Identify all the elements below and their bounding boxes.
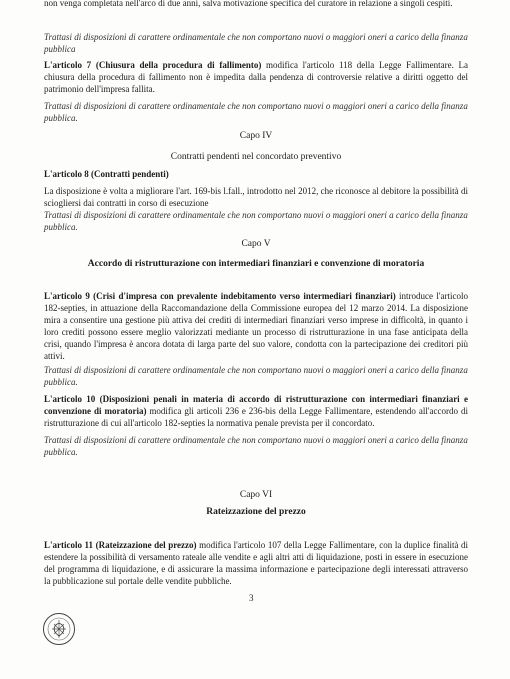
page-number: 3: [249, 593, 254, 603]
article-9-heading: L'articolo 9 (Crisi d'impresa con prevalente indebitamento verso intermediari finanziari): [44, 291, 396, 301]
article-10-paragraph: [44, 393, 468, 429]
article-8-heading: L'articolo 8 (Contratti pendenti): [44, 169, 169, 179]
capo-6-heading: Capo VI: [239, 490, 273, 500]
note-paragraph: Trattasi di disposizioni di carattere ordinamentale che non comportano nuovi o maggiori oneri a carico della finanza pubblica.: [44, 210, 468, 232]
article-11-heading: L'articolo 11 (Rateizzazione del prezzo): [44, 540, 197, 550]
note-paragraph: Trattasi di disposizioni di carattere ordinamentale che non comportano nuovi o maggiori oneri a carico della finanza pubblica: [44, 32, 468, 54]
article-9-paragraph: [44, 290, 468, 362]
article-8-text: La disposizione è volta a migliorare l'art. 169-bis l.fall., introdotto nel 2012, che riconosce al debitore la possibilità di sciogliersi dai contratti in corso di esecuzione: [44, 186, 468, 208]
article-11-text: modifica l'articolo 107 della Legge Fallimentare, con la duplice finalità di estendere la possibilità di versamento rateale alle vendite e agli altri atti di liquidazione, posti in essere in esecuzione del programma di liquidazione, e di assicurare la massima informazione e partecipazione degli interessati attraverso la pubblicazione sul portale delle vendite pubbliche.: [44, 540, 468, 586]
article-10-heading: L'articolo 10 (Disposizioni penali in materia di accordo di ristrutturazione con intermediari finanziari e convenzione di moratoria): [44, 394, 468, 416]
capo-4-heading: Capo IV: [239, 131, 273, 141]
article-10-text: modifica gli articoli 236 e 236-bis della Legge Fallimentare, estendendo all'accordo di ristrutturazione di cui all'articolo 182-septies la normativa penale prevista per il concordato.: [44, 406, 468, 428]
paragraph-continued: non venga completata nell'arco di due anni, salva motivazione specifica del curatore in relazione a singoli cespiti.: [44, 0, 453, 8]
capo-4-title: Contratti pendenti nel concordato preventivo: [170, 152, 342, 162]
capo-5-title: Accordo di ristrutturazione con intermediari finanziari e convenzione di moratoria: [87, 259, 425, 269]
capo-5-heading: Capo V: [241, 239, 271, 249]
seal-stamp-icon: [42, 612, 76, 646]
note-paragraph: Trattasi di disposizioni di carattere ordinamentale che non comportano nuovi o maggiori oneri a carico della finanza pubblica.: [44, 101, 468, 123]
note-paragraph: Trattasi di disposizioni di carattere ordinamentale che non comportano nuovi o maggiori oneri a carico della finanza pubblica.: [44, 435, 468, 457]
note-paragraph: Trattasi di disposizioni di carattere ordinamentale che non comportano nuovi o maggiori oneri a carico della finanza pubblica.: [44, 365, 468, 387]
article-7-heading: L'articolo 7 (Chiusura della procedura di fallimento): [44, 60, 262, 70]
article-7-text: modifica l'articolo 118 della Legge Fallimentare. La chiusura della procedura di fallimento non è impedita dalla pendenza di controversie relative a diritti oggetto del patrimonio dell'impresa fallita.: [44, 60, 468, 94]
capo-6-title: Rateizzazione del prezzo: [206, 507, 306, 517]
article-11-paragraph: [44, 539, 468, 587]
article-9-text: introduce l'articolo 182-septies, in attuazione della Raccomandazione della Commissione europea del 12 marzo 2014. La disposizione mira a consentire una gestione più attiva dei crediti di intermediari finanziari verso imprese in difficoltà, in quanto i loro crediti possono essere meglio valorizzati mediante un processo di ristrutturazione in una fase anticipata della crisi, quando l'impresa è ancora dotata di larga parte del suo valore, condotta con la partecipazione dei creditori più attivi.: [44, 291, 469, 361]
article-7-paragraph: [44, 59, 468, 95]
